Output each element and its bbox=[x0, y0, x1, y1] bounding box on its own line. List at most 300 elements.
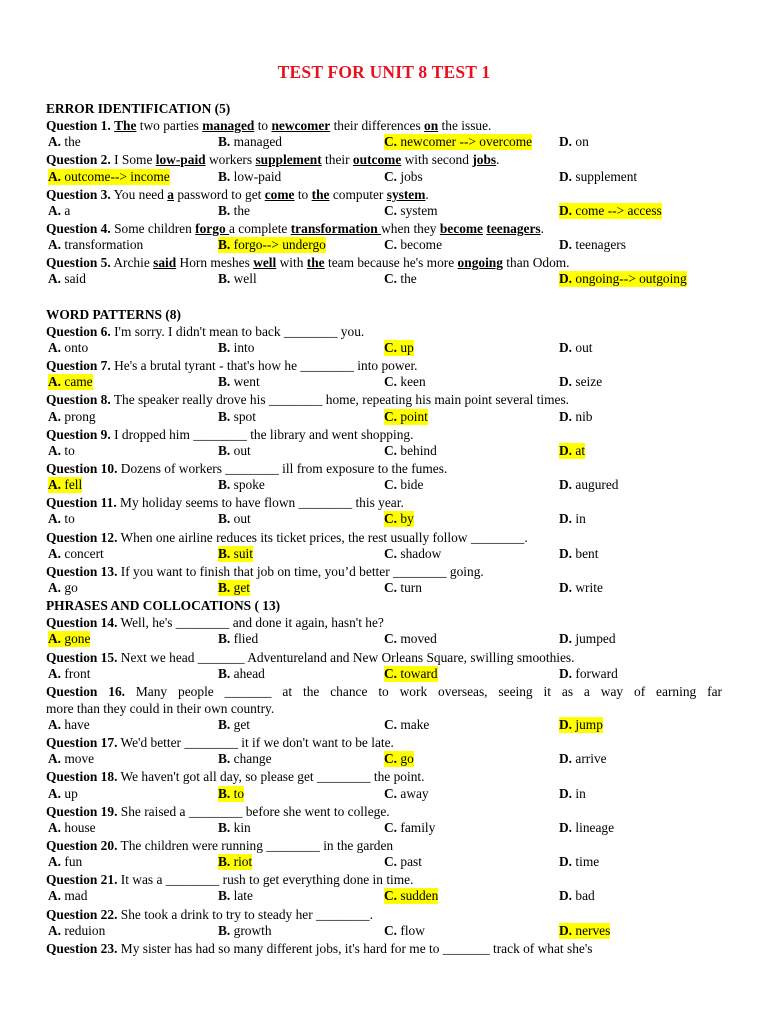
page-title: TEST FOR UNIT 8 TEST 1 bbox=[277, 62, 491, 82]
option-text: make bbox=[397, 717, 430, 733]
correct-answer-option bbox=[218, 854, 252, 870]
option-letter: A. bbox=[48, 631, 62, 647]
answer-option bbox=[218, 443, 251, 459]
question-text: . bbox=[425, 186, 429, 202]
question-label: Question 13. bbox=[46, 563, 118, 579]
question-text: She took a drink to try to steady her ________. bbox=[117, 906, 373, 922]
underlined-word: managed bbox=[202, 118, 255, 134]
answer-option bbox=[384, 546, 441, 562]
answer-options bbox=[46, 546, 722, 563]
answer-option bbox=[559, 666, 618, 682]
option-letter: D. bbox=[559, 134, 573, 150]
option-letter: A. bbox=[48, 751, 62, 767]
option-letter: C. bbox=[384, 339, 398, 355]
test-content bbox=[46, 100, 722, 957]
option-letter: B. bbox=[218, 408, 231, 424]
answer-option bbox=[48, 854, 82, 870]
correct-answer-option bbox=[48, 477, 82, 493]
question-text: We haven't got all day, so please get ________ the point. bbox=[117, 769, 425, 785]
option-text: concert bbox=[61, 545, 104, 561]
answer-option bbox=[48, 666, 90, 682]
answer-option bbox=[384, 443, 437, 459]
correct-answer-option bbox=[218, 580, 250, 596]
option-text: by bbox=[397, 511, 414, 527]
option-letter: B. bbox=[218, 511, 231, 527]
option-text: come --> access bbox=[572, 202, 662, 218]
option-letter: C. bbox=[384, 751, 398, 767]
answer-options bbox=[46, 477, 722, 494]
option-text: away bbox=[397, 785, 429, 801]
option-letter: A. bbox=[48, 665, 62, 681]
correct-answer-option bbox=[559, 923, 610, 939]
answer-option bbox=[559, 237, 626, 253]
option-letter: A. bbox=[48, 819, 62, 835]
question-text: team because he's more bbox=[324, 255, 458, 271]
option-letter: A. bbox=[48, 168, 62, 184]
option-text: spoke bbox=[230, 477, 265, 493]
answer-option bbox=[559, 854, 599, 870]
option-text: the bbox=[397, 271, 417, 287]
correct-answer-option bbox=[48, 374, 93, 390]
answer-option bbox=[48, 786, 78, 802]
option-letter: A. bbox=[48, 408, 62, 424]
underlined-word: outcome bbox=[352, 152, 402, 168]
answer-option bbox=[559, 820, 614, 836]
underlined-word: a bbox=[167, 186, 174, 202]
option-letter: C. bbox=[384, 271, 398, 287]
option-text: time bbox=[572, 854, 600, 870]
option-text: front bbox=[61, 665, 91, 681]
answer-option bbox=[48, 546, 104, 562]
question-label: Question 16. bbox=[46, 683, 125, 699]
underlined-word: supplement bbox=[255, 152, 322, 168]
question-text: Dozens of workers ________ ill from exposure to the fumes. bbox=[117, 460, 448, 476]
option-letter: B. bbox=[218, 854, 231, 870]
correct-answer-option bbox=[559, 271, 687, 287]
answer-option bbox=[559, 631, 616, 647]
option-text: turn bbox=[397, 579, 422, 595]
answer-option bbox=[218, 340, 254, 356]
option-text: bad bbox=[572, 888, 595, 904]
answer-option bbox=[218, 409, 256, 425]
question-label: Question 7. bbox=[46, 358, 111, 374]
option-text: said bbox=[61, 271, 86, 287]
answer-options bbox=[46, 854, 722, 871]
question-stem-continued: more than they could in their own country. bbox=[46, 700, 275, 716]
answer-options bbox=[46, 340, 722, 357]
answer-options bbox=[46, 888, 722, 905]
correct-answer-option bbox=[559, 203, 662, 219]
question-text: . bbox=[540, 220, 545, 236]
answer-option bbox=[218, 511, 251, 527]
correct-answer-option bbox=[384, 666, 438, 682]
answer-options bbox=[46, 511, 722, 528]
question-stem bbox=[46, 186, 722, 203]
underlined-word: come bbox=[264, 186, 295, 202]
question-stem bbox=[46, 220, 722, 237]
option-letter: B. bbox=[218, 785, 231, 801]
option-letter: B. bbox=[218, 477, 231, 493]
option-letter: B. bbox=[218, 717, 231, 733]
question-stem bbox=[46, 151, 722, 168]
option-letter: C. bbox=[384, 408, 398, 424]
answer-option bbox=[384, 237, 442, 253]
option-letter: B. bbox=[218, 237, 231, 253]
option-text: get bbox=[230, 579, 250, 595]
option-text: flied bbox=[230, 631, 259, 647]
option-letter: B. bbox=[218, 134, 231, 150]
answer-options bbox=[46, 409, 722, 426]
question-text: their bbox=[321, 152, 353, 168]
question-label: Question 23. bbox=[46, 940, 118, 956]
question-text: We'd better ________ it if we don't want to be late. bbox=[117, 735, 394, 751]
question-label: Question 11. bbox=[46, 495, 117, 511]
answer-options bbox=[46, 820, 722, 837]
option-letter: B. bbox=[218, 339, 231, 355]
answer-option bbox=[48, 443, 75, 459]
option-letter: D. bbox=[559, 717, 573, 733]
answer-options bbox=[46, 786, 722, 803]
answer-options bbox=[46, 443, 722, 460]
option-letter: D. bbox=[559, 579, 573, 595]
option-text: lineage bbox=[572, 819, 615, 835]
question-stem bbox=[46, 614, 722, 631]
question-text: Some children bbox=[110, 220, 196, 236]
option-letter: A. bbox=[48, 888, 62, 904]
answer-option bbox=[218, 666, 265, 682]
question-stem bbox=[46, 803, 722, 820]
correct-answer-option bbox=[384, 134, 532, 150]
answer-options bbox=[46, 134, 722, 151]
option-text: went bbox=[230, 374, 260, 390]
answer-option bbox=[559, 340, 593, 356]
option-text: out bbox=[230, 511, 251, 527]
option-text: jump bbox=[572, 717, 603, 733]
question-label: Question 19. bbox=[46, 803, 118, 819]
question-label: Question 12. bbox=[46, 529, 118, 545]
option-letter: C. bbox=[384, 511, 398, 527]
section-heading: PHRASES AND COLLOCATIONS ( 13) bbox=[46, 598, 281, 614]
underlined-word: ongoing bbox=[457, 255, 503, 271]
option-letter: B. bbox=[218, 888, 231, 904]
answer-option bbox=[218, 374, 260, 390]
option-text: a bbox=[61, 202, 71, 218]
question-stem bbox=[46, 357, 722, 374]
answer-options bbox=[46, 169, 722, 186]
option-letter: D. bbox=[559, 202, 573, 218]
answer-option bbox=[384, 717, 429, 733]
option-letter: B. bbox=[218, 202, 231, 218]
underlined-word: system bbox=[386, 186, 426, 202]
correct-answer-option bbox=[559, 717, 603, 733]
option-letter: B. bbox=[218, 168, 231, 184]
option-letter: C. bbox=[384, 442, 398, 458]
answer-option bbox=[48, 511, 75, 527]
option-text: suit bbox=[230, 545, 253, 561]
option-letter: C. bbox=[384, 922, 398, 938]
question-label: Question 18. bbox=[46, 769, 118, 785]
option-text: behind bbox=[397, 442, 437, 458]
option-letter: D. bbox=[559, 854, 573, 870]
underlined-word: The bbox=[114, 118, 137, 134]
answer-option bbox=[48, 409, 96, 425]
option-letter: C. bbox=[384, 374, 398, 390]
answer-option bbox=[559, 786, 586, 802]
correct-answer-option bbox=[48, 169, 170, 185]
answer-option bbox=[218, 923, 272, 939]
correct-answer-option bbox=[384, 409, 428, 425]
option-letter: D. bbox=[559, 477, 573, 493]
answer-options bbox=[46, 631, 722, 648]
question-text: I dropped him ________ the library and went shopping. bbox=[110, 426, 414, 442]
answer-option bbox=[384, 477, 423, 493]
question-stem bbox=[46, 871, 722, 888]
answer-option bbox=[48, 751, 94, 767]
question-text: computer bbox=[329, 186, 387, 202]
option-letter: C. bbox=[384, 888, 398, 904]
option-text: up bbox=[61, 785, 78, 801]
question-stem bbox=[46, 906, 722, 923]
answer-option bbox=[384, 631, 437, 647]
answer-option bbox=[384, 923, 425, 939]
answer-option bbox=[48, 717, 90, 733]
option-text: in bbox=[572, 511, 586, 527]
option-letter: C. bbox=[384, 665, 398, 681]
option-letter: A. bbox=[48, 717, 62, 733]
answer-option bbox=[384, 820, 435, 836]
option-letter: A. bbox=[48, 579, 62, 595]
answer-options bbox=[46, 751, 722, 768]
option-letter: A. bbox=[48, 477, 62, 493]
option-letter: D. bbox=[559, 271, 573, 287]
option-text: supplement bbox=[572, 168, 638, 184]
option-text: to bbox=[61, 442, 75, 458]
question-text: Next we head _______ Adventureland and New Orleans Square, swilling smoothies. bbox=[117, 649, 575, 665]
option-letter: B. bbox=[218, 665, 231, 681]
answer-option bbox=[384, 786, 429, 802]
option-text: seize bbox=[572, 374, 603, 390]
question-text: a complete bbox=[229, 220, 291, 236]
option-letter: D. bbox=[559, 631, 573, 647]
question-text: . bbox=[496, 152, 500, 168]
option-letter: B. bbox=[218, 579, 231, 595]
question-label: Question 4. bbox=[46, 220, 111, 236]
section-heading: WORD PATTERNS (8) bbox=[46, 306, 181, 322]
option-text: flow bbox=[397, 922, 425, 938]
option-text: growth bbox=[230, 922, 272, 938]
option-text: point bbox=[397, 408, 428, 424]
answer-option bbox=[559, 580, 603, 596]
answer-options bbox=[46, 374, 722, 391]
answer-options bbox=[46, 580, 722, 597]
option-letter: A. bbox=[48, 237, 62, 253]
option-text: well bbox=[230, 271, 257, 287]
option-text: moved bbox=[397, 631, 437, 647]
option-text: bide bbox=[397, 477, 424, 493]
option-letter: C. bbox=[384, 579, 398, 595]
question-text: You need bbox=[110, 186, 168, 202]
question-label: Question 17. bbox=[46, 735, 118, 751]
option-letter: A. bbox=[48, 442, 62, 458]
option-letter: B. bbox=[218, 271, 231, 287]
question-text: when they bbox=[381, 220, 440, 236]
question-stem bbox=[46, 734, 722, 751]
question-text: with second bbox=[401, 152, 473, 168]
option-letter: C. bbox=[384, 785, 398, 801]
option-letter: B. bbox=[218, 545, 231, 561]
answer-option bbox=[48, 580, 78, 596]
option-letter: D. bbox=[559, 665, 573, 681]
answer-options bbox=[46, 923, 722, 940]
answer-option bbox=[218, 203, 250, 219]
answer-options bbox=[46, 666, 722, 683]
question-text: The speaker really drove his ________ home, repeating his main point several times. bbox=[110, 392, 569, 408]
option-letter: D. bbox=[559, 819, 573, 835]
answer-option bbox=[384, 169, 423, 185]
question-label: Question 8. bbox=[46, 392, 111, 408]
question-stem bbox=[46, 460, 722, 477]
option-text: managed bbox=[230, 134, 282, 150]
question-text: password to get bbox=[173, 186, 265, 202]
question-text: their differences bbox=[330, 118, 425, 134]
option-text: reduion bbox=[61, 922, 106, 938]
question-stem bbox=[46, 117, 722, 134]
answer-option bbox=[48, 923, 105, 939]
option-letter: A. bbox=[48, 134, 62, 150]
question-label: Question 1. bbox=[46, 118, 111, 134]
option-text: newcomer --> overcome bbox=[397, 134, 533, 150]
option-text: get bbox=[230, 717, 250, 733]
answer-option bbox=[384, 854, 422, 870]
option-text: out bbox=[230, 442, 251, 458]
answer-option bbox=[218, 477, 265, 493]
option-text: house bbox=[61, 819, 96, 835]
question-text: two parties bbox=[136, 118, 203, 134]
question-stem bbox=[46, 426, 722, 443]
question-text: He's a brutal tyrant - that's how he ________ into power. bbox=[110, 358, 418, 374]
answer-option bbox=[218, 717, 250, 733]
underlined-word: become bbox=[439, 220, 483, 236]
answer-option bbox=[559, 888, 595, 904]
question-stem bbox=[46, 837, 722, 854]
answer-option bbox=[218, 134, 282, 150]
question-text: Horn meshes bbox=[176, 255, 254, 271]
option-text: jumped bbox=[572, 631, 616, 647]
question-text: to bbox=[294, 186, 312, 202]
option-text: sudden bbox=[397, 888, 439, 904]
option-letter: A. bbox=[48, 202, 62, 218]
question-text: The children were running ________ in the garden bbox=[117, 838, 394, 854]
option-text: keen bbox=[397, 374, 426, 390]
option-text: onto bbox=[61, 339, 89, 355]
option-letter: D. bbox=[559, 237, 573, 253]
answer-options bbox=[46, 717, 722, 734]
correct-answer-option bbox=[218, 237, 326, 253]
option-text: in bbox=[572, 785, 586, 801]
question-stem bbox=[46, 768, 722, 785]
option-letter: A. bbox=[48, 545, 62, 561]
option-text: came bbox=[61, 374, 93, 390]
option-text: bent bbox=[572, 545, 599, 561]
option-letter: D. bbox=[559, 339, 573, 355]
option-letter: C. bbox=[384, 854, 398, 870]
answer-option bbox=[559, 409, 593, 425]
correct-answer-option bbox=[384, 751, 414, 767]
underlined-word: the bbox=[311, 186, 330, 202]
question-stem bbox=[46, 563, 722, 580]
question-label: Question 22. bbox=[46, 906, 118, 922]
answer-option bbox=[48, 271, 86, 287]
option-text: augured bbox=[572, 477, 619, 493]
answer-option bbox=[48, 888, 87, 904]
answer-option bbox=[559, 134, 589, 150]
option-text: shadow bbox=[397, 545, 442, 561]
option-letter: C. bbox=[384, 134, 398, 150]
option-text: to bbox=[230, 785, 245, 801]
correct-answer-option bbox=[384, 340, 414, 356]
option-text: forward bbox=[572, 665, 618, 681]
question-label: Question 14. bbox=[46, 615, 118, 631]
question-label: Question 5. bbox=[46, 255, 111, 271]
answer-option bbox=[48, 203, 70, 219]
option-letter: A. bbox=[48, 271, 62, 287]
option-text: riot bbox=[230, 854, 253, 870]
answer-option bbox=[384, 203, 438, 219]
option-text: up bbox=[397, 339, 414, 355]
underlined-word: low-paid bbox=[155, 152, 206, 168]
option-text: on bbox=[572, 134, 589, 150]
option-letter: D. bbox=[559, 785, 573, 801]
answer-option bbox=[218, 169, 281, 185]
correct-answer-option bbox=[218, 546, 253, 562]
question-text: My sister has had so many different jobs, it's hard for me to _______ track of what she's bbox=[117, 940, 593, 956]
option-letter: A. bbox=[48, 922, 62, 938]
question-label: Question 15. bbox=[46, 649, 118, 665]
question-stem bbox=[46, 254, 722, 271]
question-text: It was a ________ rush to get everything done in time. bbox=[117, 872, 414, 888]
underlined-word: said bbox=[153, 255, 177, 271]
question-stem bbox=[46, 323, 722, 340]
answer-option bbox=[559, 169, 637, 185]
option-text: fell bbox=[61, 477, 83, 493]
option-letter: D. bbox=[559, 408, 573, 424]
option-letter: A. bbox=[48, 339, 62, 355]
option-text: go bbox=[397, 751, 414, 767]
answer-option bbox=[559, 374, 602, 390]
option-text: system bbox=[397, 202, 438, 218]
option-text: kin bbox=[230, 819, 251, 835]
option-text: the bbox=[61, 134, 81, 150]
option-text: late bbox=[230, 888, 253, 904]
answer-option bbox=[218, 888, 253, 904]
question-stem bbox=[46, 529, 722, 546]
answer-option bbox=[48, 134, 81, 150]
option-letter: B. bbox=[218, 922, 231, 938]
question-label: Question 3. bbox=[46, 186, 111, 202]
question-stem bbox=[46, 649, 722, 666]
option-text: jobs bbox=[397, 168, 423, 184]
option-text: low-paid bbox=[230, 168, 282, 184]
answer-option bbox=[218, 820, 251, 836]
option-letter: C. bbox=[384, 631, 398, 647]
option-text: forgo--> undergo bbox=[230, 237, 326, 253]
option-text: nerves bbox=[572, 922, 611, 938]
correct-answer-option bbox=[48, 631, 90, 647]
option-text: have bbox=[61, 717, 90, 733]
option-letter: B. bbox=[218, 631, 231, 647]
option-text: fun bbox=[61, 854, 83, 870]
option-text: past bbox=[397, 854, 422, 870]
